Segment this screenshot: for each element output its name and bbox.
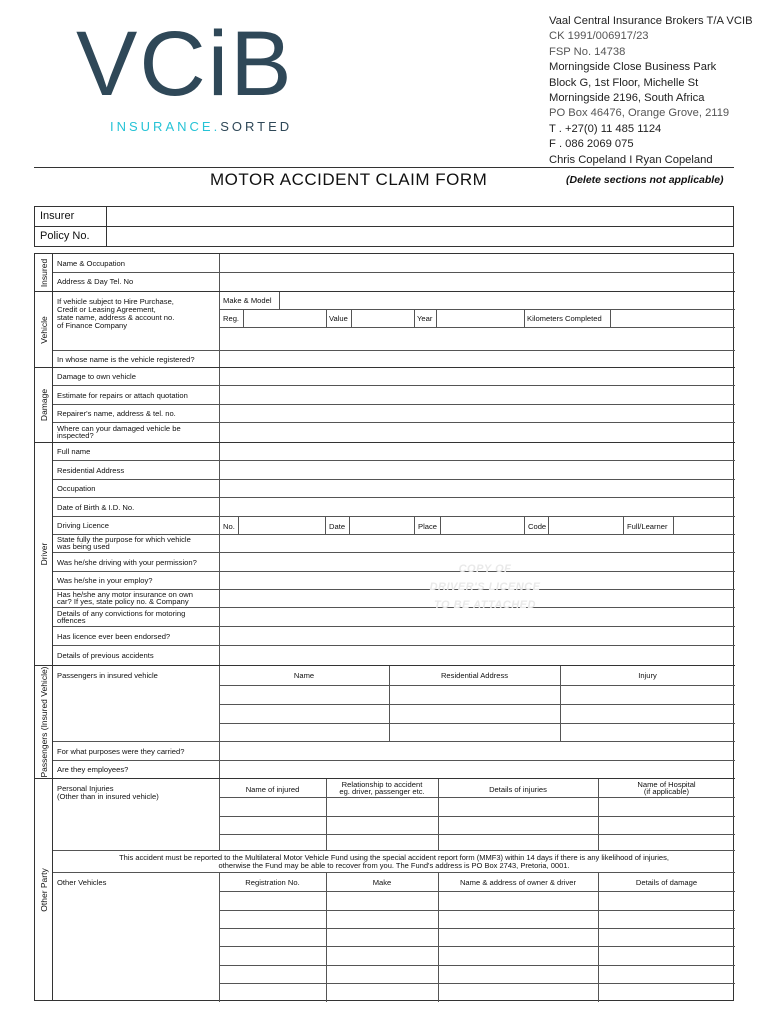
header-divider <box>34 167 734 168</box>
field-residential-address[interactable]: Residential Address <box>53 461 735 480</box>
section-damage: Damage Damage to own vehicle Estimate for repairs or attach quotation Repairer's name, address & tel. no. Where can your damaged vehicle be inspected? <box>35 367 735 442</box>
section-vehicle: Vehicle If vehicle subject to Hire Purchase, Credit or Leasing Agreement, state name, address & account no. of Finance Company Make & Model Reg. Value Year Kilometers Completed In whose name is the vehicle registered? <box>35 291 735 367</box>
instruction-note: (Delete sections not applicable) <box>566 174 724 186</box>
field-inspection-location[interactable]: Where can your damaged vehicle be inspected? <box>53 423 735 443</box>
vehicle-details-row[interactable]: Reg. Value Year Kilometers Completed <box>219 310 735 328</box>
field-motor-insurance[interactable]: Has he/she any motor insurance on own car? If yes, state policy no. & Company <box>53 590 735 608</box>
field-finance-company: If vehicle subject to Hire Purchase, Credit or Leasing Agreement, state name, address & account no. of Finance Company Make & Model Reg. Value Year Kilometers Completed <box>53 292 735 351</box>
field-address-tel[interactable]: Address & Day Tel. No <box>53 273 735 291</box>
field-repairer[interactable]: Repairer's name, address & tel. no. <box>53 405 735 423</box>
field-occupation[interactable]: Occupation <box>53 480 735 498</box>
section-insured: Insured Name & Occupation Address & Day Tel. No <box>35 254 735 291</box>
field-purpose[interactable]: State fully the purpose for which vehicle was being used <box>53 535 735 553</box>
make-model-field[interactable]: Make & Model <box>219 292 735 310</box>
field-employees[interactable]: Are they employees? <box>53 761 735 779</box>
field-driving-licence[interactable]: Driving Licence No. Date Place Code Full/Learner <box>53 517 735 535</box>
insurer-row[interactable] <box>34 206 734 227</box>
page-title: MOTOR ACCIDENT CLAIM FORM <box>210 170 488 189</box>
logo-wordmark: VCiB <box>76 13 294 115</box>
insurer-label: Insurer <box>40 210 75 222</box>
field-permission[interactable]: Was he/she driving with your permission? <box>53 553 735 572</box>
field-dob-id[interactable]: Date of Birth & I.D. No. <box>53 498 735 517</box>
personal-injuries-table: Personal Injuries (Other than in insured vehicle) Name of injured Relationship to accident eg. driver, passenger etc. Details of injuries Name of Hospital (if applicable) <box>53 779 735 851</box>
claim-form <box>34 253 734 1001</box>
field-name-occupation[interactable]: Name & Occupation <box>53 254 735 273</box>
passengers-table: Passengers in insured vehicle Name Residential Address Injury <box>53 666 735 742</box>
mmf-notice: This accident must be reported to the Multilateral Motor Vehicle Fund using the special accident report form (MMF3) within 14 days if there is any likelihood of injuries, otherwise the Fund may be able to recover from you. The Fund's address is PO Box 2743, Pretoria, 0001. <box>53 851 735 873</box>
field-full-name[interactable]: Full name <box>53 443 735 461</box>
policy-row[interactable] <box>34 226 734 247</box>
field-employ[interactable]: Was he/she in your employ? <box>53 572 735 590</box>
section-passengers: Passengers (Insured Vehicle) Passengers in insured vehicle Name Residential Address Injury For what purposes were they carried? Are they employees? <box>35 665 735 778</box>
field-estimate[interactable]: Estimate for repairs or attach quotation <box>53 386 735 405</box>
field-carry-purpose[interactable]: For what purposes were they carried? <box>53 742 735 761</box>
field-convictions[interactable]: Details of any convictions for motoring offences <box>53 608 735 627</box>
section-driver: Driver Full name Residential Address Occupation Date of Birth & I.D. No. Driving Licence No. Date Place Code Full/Learner State fully the purpose for which vehicle was being used Was he/she driving with your permission? Was he/she in your employ? Has he/she any motor insurance on own car? If yes, state policy no. & Company Details of any convictions for motoring offences Has licence ever been endorsed? Details of previous accidents COPY OF DRIVER'S LICENCE TO BE ATTACHED <box>35 442 735 665</box>
field-registered-owner[interactable]: In whose name is the vehicle registered? <box>53 351 735 368</box>
other-vehicles-table: Other Vehicles Registration No. Make Name & address of owner & driver Details of damage <box>53 873 735 1002</box>
section-other-party: Other Party Personal Injuries (Other than in insured vehicle) Name of injured Relationship to accident eg. driver, passenger etc. Details of injuries Name of Hospital (if applicable) This accident must be reported to the Multilateral Motor Vehicle Fund using the special accident report form (MMF3) within 14 days if there is any likelihood of injuries, otherwise the Fund may be able to recover from you. The Fund's address is PO Box 2743, Pretoria, 0001. Other Vehicles Registration No. Make Name & address of owner & driver Details of damage <box>35 778 735 1001</box>
field-damage-own[interactable]: Damage to own vehicle <box>53 368 735 386</box>
field-previous-accidents[interactable]: Details of previous accidents <box>53 646 735 666</box>
field-endorsed[interactable]: Has licence ever been endorsed? <box>53 627 735 646</box>
licence-watermark: COPY OF DRIVER'S LICENCE TO BE ATTACHED <box>429 563 541 611</box>
company-address: Vaal Central Insurance Brokers T/A VCIB CK 1991/006917/23 FSP No. 14738 Morningside Close Business Park Block G, 1st Floor, Michelle St Morningside 2196, South Africa PO Box 46476, Orange Grove, 2119 T . +27(0) 11 485 1124 F . 086 2069 075 Chris Copeland I Ryan Copeland <box>549 15 753 166</box>
policy-label: Policy No. <box>40 230 90 242</box>
logo-tagline: INSURANCE.SORTED <box>110 119 293 134</box>
